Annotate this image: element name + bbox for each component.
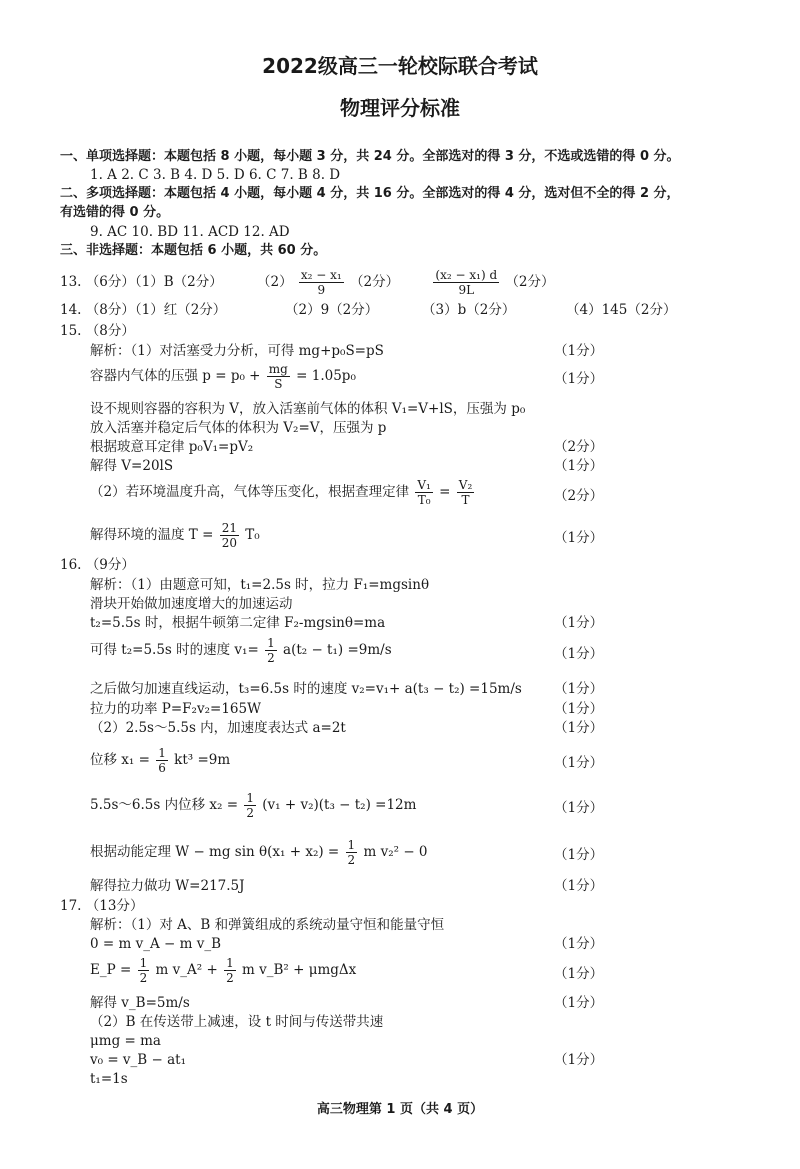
section-3-heading: 三、非选择题：本题包括 6 小题，共 60 分。 — [60, 243, 327, 258]
q14-part4: （4）145（2分） — [566, 302, 677, 318]
q13-row — [60, 268, 555, 297]
q16-line-10: 根据动能定理 W − mg sin θ(x₁ + x₂) = $\frac{1}{2}$ m v₂² − 0 — [90, 838, 428, 867]
section-2-answers: 9. AC 10. BD 11. ACD 12. AD — [90, 224, 290, 240]
q14-part3: （3）b（2分） — [422, 302, 516, 318]
q17-score-4: （1分） — [554, 1052, 604, 1068]
q16-line-7: （2）2.5s～5.5s 内，加速度表达式 a=2t — [90, 720, 346, 736]
q16-score-4: （1分） — [554, 701, 604, 717]
exam-title: 2022级高三一轮校际联合考试 — [262, 54, 538, 78]
q13-fraction-2: $\frac{\text{(x₂ − x₁) d}}{9L}$ — [435, 268, 498, 297]
q16-heading: 16. （9分） — [60, 557, 135, 573]
q17-line-5: （2）B 在传送带上减速，设 t 时间与传送带共速 — [90, 1014, 384, 1030]
q17-score-1: （1分） — [554, 936, 604, 952]
q15-line-5: 根据玻意耳定律 p₀V₁=pV₂ — [90, 439, 254, 455]
q17-line-2: 0 = m v_A − m v_B — [90, 936, 221, 952]
q15-score-3: （2分） — [554, 439, 604, 455]
q15-line-8: 解得环境的温度 T = $\frac{21}{20}$ T₀ — [90, 521, 260, 550]
q13-fraction-1: $\frac{\text{x₂ − x₁}}{9}$ — [300, 268, 342, 297]
q17-line-3: E_P = $\frac{1}{2}$ m v_A² + $\frac{1}{2}$ m v_B² + μmgΔx — [90, 956, 357, 985]
q16-line-9: 5.5s～6.5s 内位移 x₂ = $\frac{1}{2}$ (v₁ + v₂)(t₃ − t₂) =12m — [90, 791, 417, 820]
q15-line-1: 解析：（1）对活塞受力分析，可得 mg+p₀S=pS — [90, 343, 384, 359]
q17-score-2: （1分） — [554, 966, 604, 982]
q16-score-5: （1分） — [554, 720, 604, 736]
section-2-heading-cont: 有选错的得 0 分。 — [60, 205, 170, 220]
q16-score-9: （1分） — [554, 878, 604, 894]
section-2-heading: 二、多项选择题：本题包括 4 小题，每小题 4 分，共 16 分。全部选对的得 4 分，选对但不全的得 2 分， — [60, 186, 680, 201]
q13-score-3: （2分） — [505, 274, 555, 290]
q16-line-3: t₂=5.5s 时，根据牛顿第二定律 F₂-mgsinθ=ma — [90, 615, 386, 631]
q15-score-5: （2分） — [554, 488, 604, 504]
q13-part1: 13. （6分）（1）B（2分） — [60, 274, 223, 290]
q17-line-1: 解析：（1）对 A、B 和弹簧组成的系统动量守恒和能量守恒 — [90, 917, 445, 933]
q15-score-6: （1分） — [554, 530, 604, 546]
q16-line-4: 可得 t₂=5.5s 时的速度 v₁= $\frac{1}{2}$ a(t₂ − t₁) =9m/s — [90, 636, 392, 665]
q16-line-1: 解析：（1）由题意可知，t₁=2.5s 时，拉力 F₁=mgsinθ — [90, 577, 430, 593]
q17-score-3: （1分） — [554, 995, 604, 1011]
q15-heading: 15. （8分） — [60, 323, 135, 339]
q16-score-2: （1分） — [554, 646, 604, 662]
q15-score-1: （1分） — [554, 343, 604, 359]
q16-score-6: （1分） — [554, 755, 604, 771]
q13-part2-label: （2） — [257, 274, 293, 290]
q15-score-4: （1分） — [554, 458, 604, 474]
q17-heading: 17. （13分） — [60, 898, 144, 914]
q14-part2: （2）9（2分） — [285, 302, 379, 318]
q13-score-2: （2分） — [350, 274, 400, 290]
q16-line-5: 之后做匀加速直线运动，t₃=6.5s 时的速度 v₂=v₁+ a(t₃ − t₂) =15m/s — [90, 681, 522, 697]
q14-part1: 14. （8分）（1）红（2分） — [60, 302, 227, 318]
section-1-heading: 一、单项选择题：本题包括 8 小题，每小题 3 分，共 24 分。全部选对的得 3 分，不选或选错的得 0 分。 — [60, 149, 680, 164]
q17-line-4: 解得 v_B=5m/s — [90, 995, 190, 1011]
q15-line-4: 放入活塞并稳定后气体的体积为 V₂=V，压强为 p — [90, 420, 387, 436]
q16-line-6: 拉力的功率 P=F₂v₂=165W — [90, 701, 261, 717]
q16-score-3: （1分） — [554, 681, 604, 697]
q16-line-11: 解得拉力做功 W=217.5J — [90, 878, 245, 894]
q15-line-6: 解得 V=20lS — [90, 458, 174, 474]
q17-line-7: v₀ = v_B − at₁ — [90, 1052, 187, 1068]
q16-score-1: （1分） — [554, 615, 604, 631]
q15-line-3: 设不规则容器的容积为 V，放入活塞前气体的体积 V₁=V+lS，压强为 p₀ — [90, 401, 526, 417]
section-1-answers: 1. A 2. C 3. B 4. D 5. D 6. C 7. B 8. D — [90, 167, 341, 183]
q15-score-2: （1分） — [554, 371, 604, 387]
q16-score-7: （1分） — [554, 800, 604, 816]
q15-line-7: （2）若环境温度升高，气体等压变化，根据查理定律 $\frac{\text{V₁}}{\text{T₀}}$ = $\frac{\text{V₂}}{T}$ — [90, 478, 473, 507]
page-footer: 高三物理第 1 页（共 4 页） — [316, 1102, 484, 1117]
q16-score-8: （1分） — [554, 847, 604, 863]
q17-line-6: μmg = ma — [90, 1033, 161, 1049]
q17-line-8: t₁=1s — [90, 1071, 128, 1087]
q16-line-8: 位移 x₁ = $\frac{1}{6}$ kt³ =9m — [90, 746, 231, 775]
q16-line-2: 滑块开始做加速度增大的加速运动 — [90, 596, 293, 612]
exam-subtitle: 物理评分标准 — [340, 96, 460, 120]
q15-line-2: 容器内气体的压强 p = p₀ + $\frac{mg}{S}$ = 1.05p₀ — [90, 362, 356, 391]
